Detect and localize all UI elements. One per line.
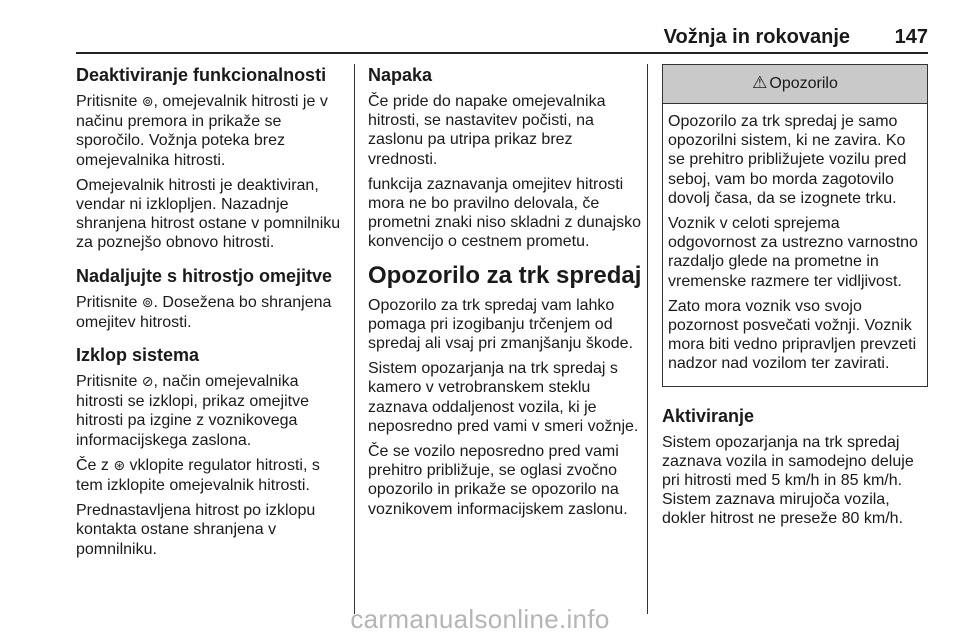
column-2: [368, 64, 643, 525]
paragraph: Če z ⊛ vklopite regulator hitrosti, s tem izklopite omejevalnik hitrosti.: [76, 456, 320, 495]
header-title: Vožnja in rokovanje: [663, 26, 850, 48]
header-rule: [76, 52, 928, 54]
paragraph: Sistem opozarjanja na trk spredaj s kamero v vetrobranskem steklu zaznava oddaljenost vozila, ki je neposredno pred vami v smeri vožnje.: [368, 360, 639, 435]
column-divider-2: [647, 64, 648, 614]
heading-resume: Nadaljujte s hitrostjo omejitve: [76, 265, 333, 286]
column-1: [76, 64, 348, 565]
paragraph: Pritisnite ⊚, omejevalnik hitrosti je v načinu premora in prikaže se sporočilo. Vožnja poteka brez omejevalnika hitrosti.: [76, 93, 328, 169]
watermark: carmanualsonline.info: [350, 604, 610, 634]
warning-box: [662, 64, 928, 387]
paragraph: Prednastavljena hitrost po izklopu kontakta ostane shranjena v pomnilniku.: [76, 502, 316, 558]
paragraph: Pritisnite ⊚. Dosežena bo shranjena omejitev hitrosti.: [76, 293, 332, 331]
paragraph: Če se vozilo neposredno pred vami prehitro približuje, se oglasi zvočno opozorilo in prikaže se opozorilo na voznikovem informacijskem zaslonu.: [368, 443, 628, 518]
paragraph: Sistem opozarjanja na trk spredaj zaznava vozila in samodejno deluje pri hitrosti med 5 km/h in 85 km/h. Sistem zaznava mirujoča vozila, dokler hitrost ne preseže 80 km/h.: [662, 433, 914, 528]
paragraph: funkcija zaznavanja omejitev hitrosti mora ne bo pravilno delovala, če prometni znaki niso skladni z dunajsko konvencijo o cestnem prometu.: [368, 175, 642, 251]
warning-header: [663, 65, 927, 104]
speed-limiter-icon: ⊚: [141, 94, 154, 110]
heading-deactivate: Deaktiviranje funkcionalnosti: [76, 65, 327, 85]
warning-title: Opozorilo: [769, 75, 838, 93]
column-3: [662, 64, 928, 535]
heading-forward-collision-alert: Opozorilo za trk spredaj: [368, 261, 642, 289]
warning-body: [663, 104, 927, 386]
warning-paragraph: Zato mora voznik vso svojo pozornost posvečati vožnji. Voznik mora biti vedno pripravljen prevzeti nadzor nad vozilom ter zavirati.: [668, 297, 917, 373]
paragraph: Omejevalnik hitrosti je deaktiviran, vendar ni izklopljen. Nazadnje shranjena hitrost ostane v pomnilniku za poznejšo obnovo hitrosti.: [76, 176, 341, 252]
column-divider-1: [354, 64, 355, 614]
warning-paragraph: Voznik v celoti sprejema odgovornost za ustrezno varnostno razdaljo glede na prometne in vremenske razmere ter vidljivost.: [668, 215, 918, 290]
warning-triangle-icon: ⚠: [752, 73, 768, 94]
speed-limiter-off-icon: ⊘: [141, 374, 154, 391]
speed-limiter-icon: ⊚: [141, 294, 154, 311]
heading-activation: Aktiviranje: [662, 405, 755, 426]
paragraph: Opozorilo za trk spredaj vam lahko pomaga pri izogibanju trčenjem od spredaj ali vsaj pri zmanjšanju škode.: [368, 296, 634, 353]
paragraph: Pritisnite ⊘, način omejevalnika hitrosti se izklopi, prikaz omejitve hitrosti pa izgine z voznikovega informacijskega zaslona.: [76, 373, 309, 449]
heading-fault: Napaka: [368, 65, 433, 85]
cruise-control-icon: ⊛: [113, 457, 126, 474]
page-number: 147: [894, 26, 928, 48]
heading-system-off: Izklop sistema: [76, 345, 200, 366]
paragraph: Če pride do napake omejevalnika hitrosti, se nastavitev počisti, na zaslonu pa utripa prikaz brez vrednosti.: [368, 93, 606, 168]
warning-paragraph: Opozorilo za trk spredaj je samo opozorilni sistem, ki ne zavira. Ko se prehitro približujete vozilu pred seboj, vam bo morda zagotovilo dovolj časa, da se izognete trku.: [668, 113, 907, 207]
